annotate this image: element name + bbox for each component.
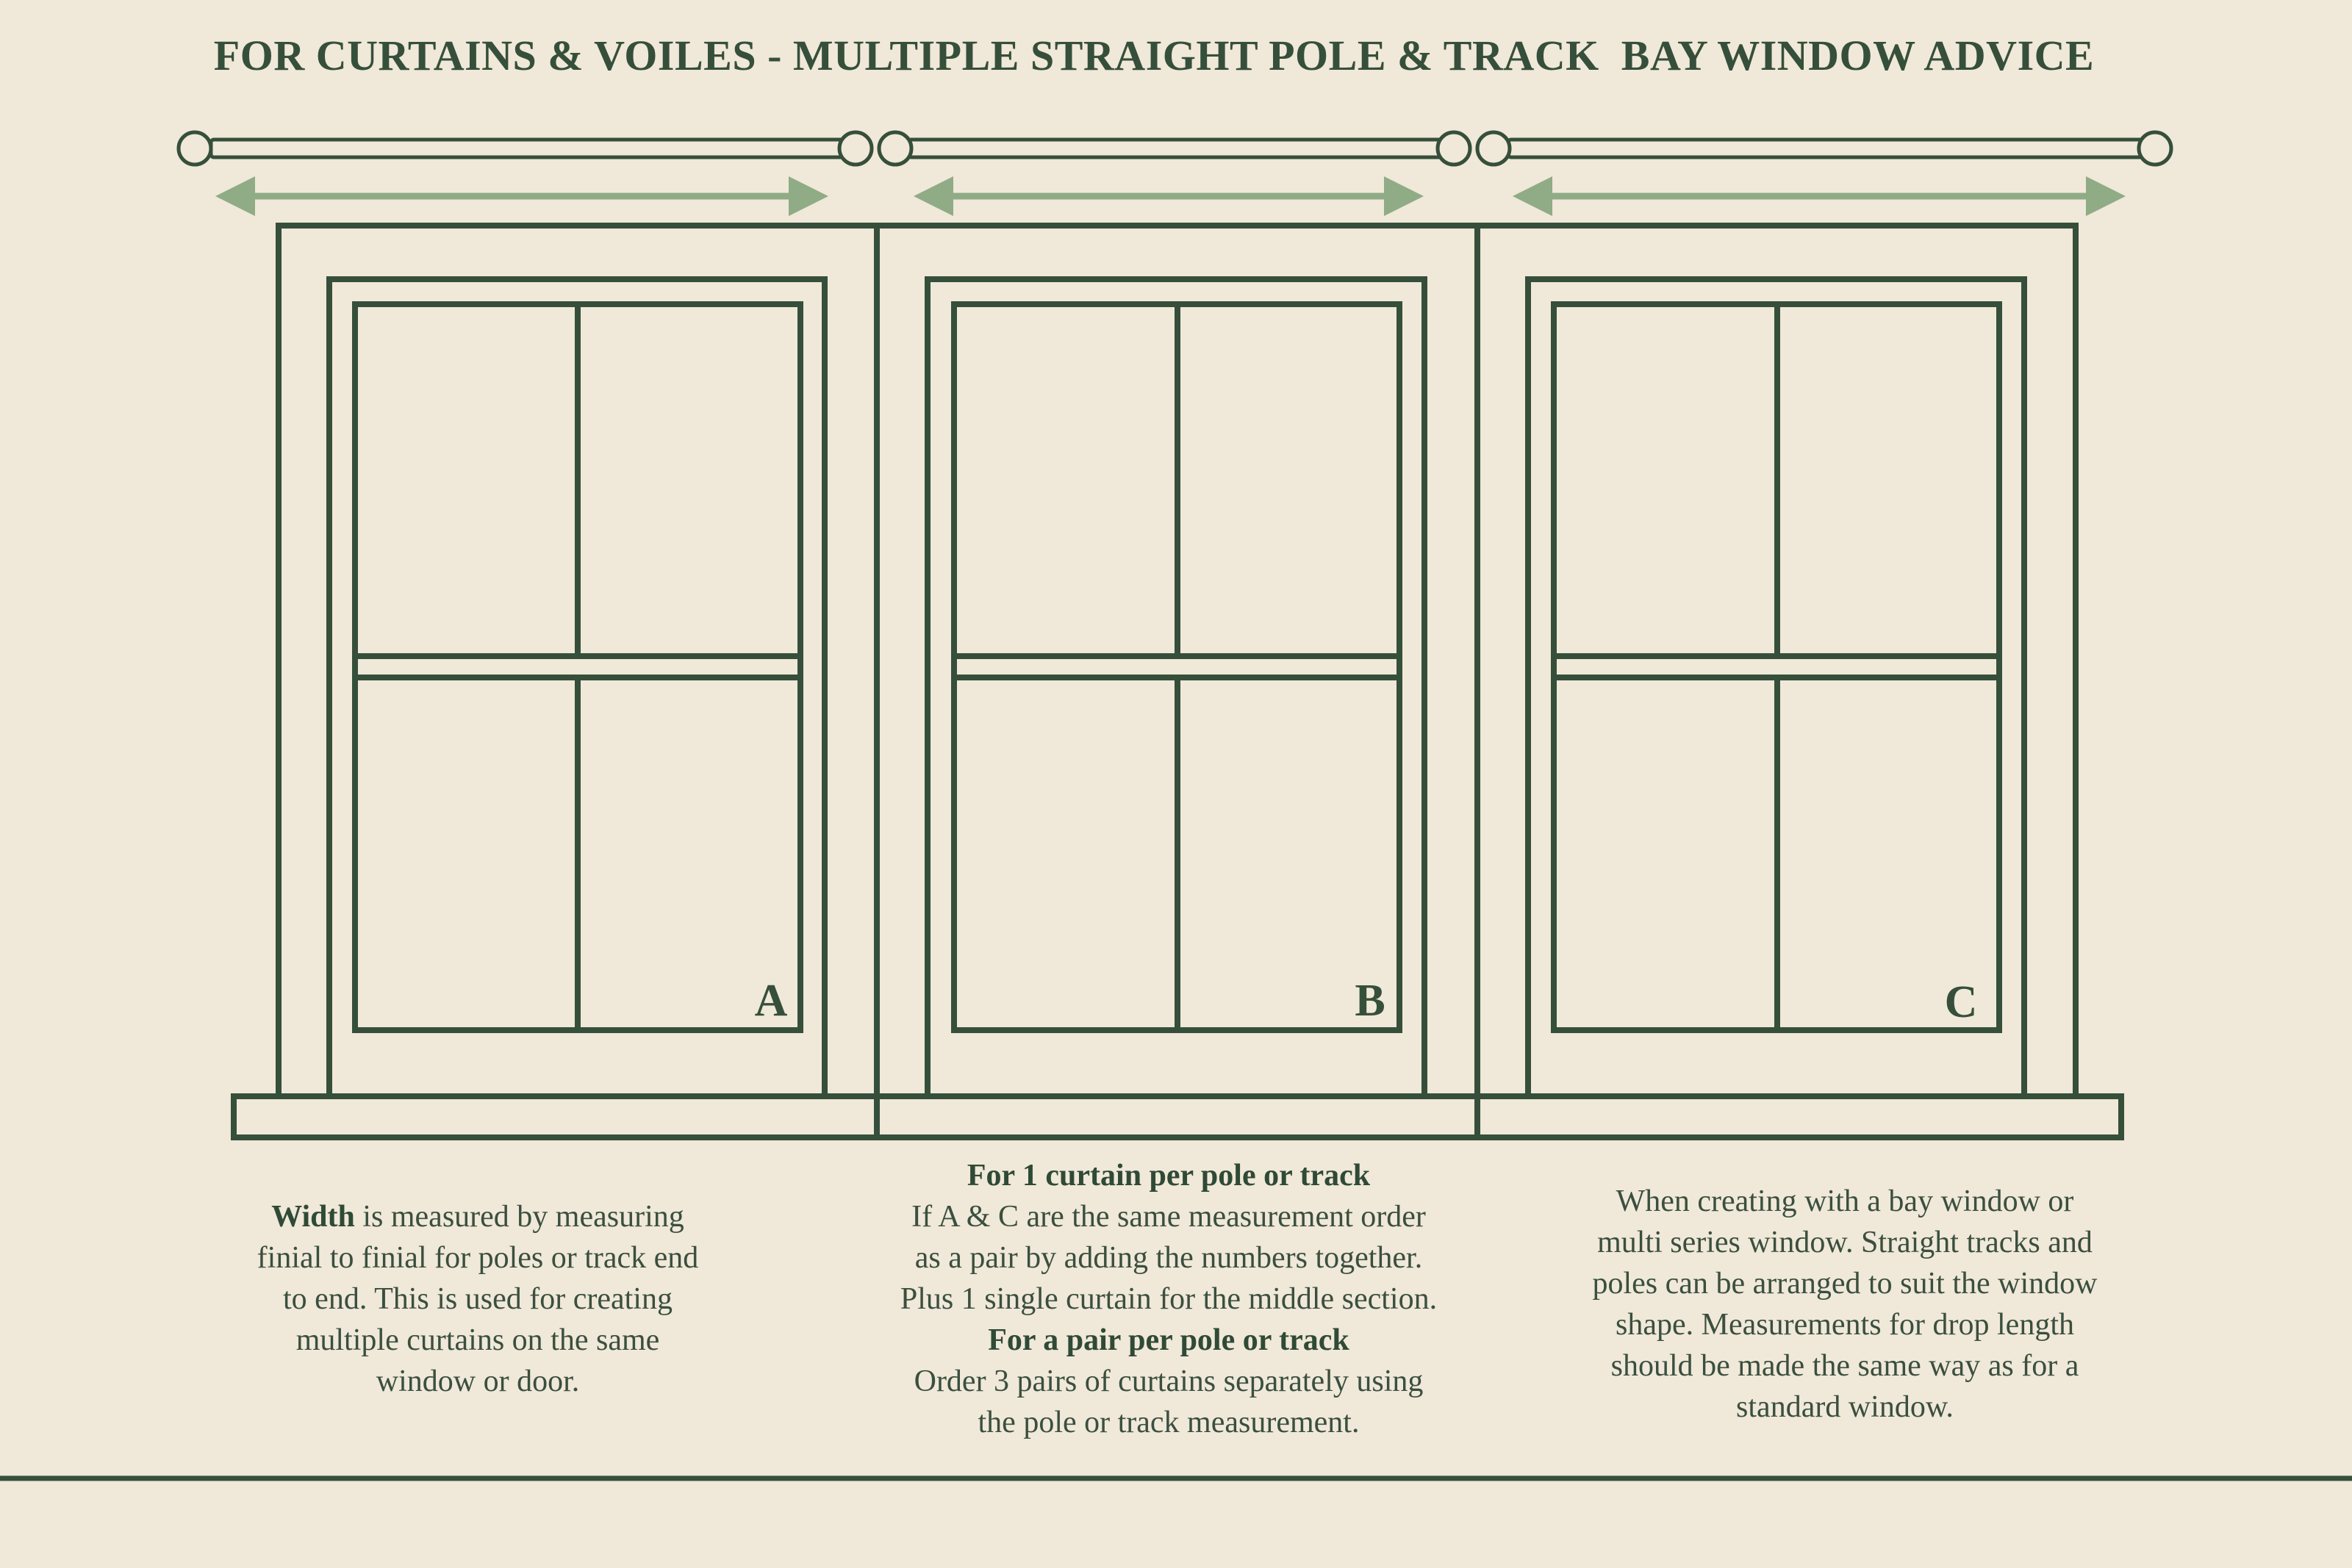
window-a bbox=[329, 279, 825, 1096]
width-bold-word: Width bbox=[271, 1200, 355, 1234]
window-label-b: B bbox=[1355, 976, 1385, 1026]
curtain-pole-a bbox=[179, 132, 872, 165]
window-c bbox=[1528, 279, 2024, 1096]
curtain-pole-b bbox=[879, 132, 1470, 165]
page-title: FOR CURTAINS & VOILES - MULTIPLE STRAIGHT POLE & TRACK BAY WINDOW ADVICE bbox=[213, 32, 2095, 79]
window-b bbox=[928, 279, 1424, 1096]
window-label-a: A bbox=[754, 976, 788, 1026]
window-sill bbox=[234, 1096, 2121, 1137]
caption-heading: For 1 curtain per pole or track bbox=[967, 1159, 1371, 1193]
curtain-pole-c bbox=[1477, 132, 2171, 165]
ordering-caption: For 1 curtain per pole or track If A & C are the same measurement order as a pair by adding the numbers together. Plus 1 single curtain for the middle section. For a pair per pole or track Order 3 pairs of curtains separately using the pole or track measurement. bbox=[900, 1159, 1438, 1439]
window-label-c: C bbox=[1944, 977, 1978, 1027]
width-caption: Width is measured by measuring finial to finial for poles or track end to end. This is used for creating multiple curtains on the same window or door. bbox=[257, 1200, 699, 1398]
bay-window-caption: When creating with a bay window or multi series window. Straight tracks and poles can be arranged to suit the window shape. Measurements for drop length should be made the same way as for a standard window. bbox=[1592, 1184, 2098, 1424]
caption-heading: For a pair per pole or track bbox=[988, 1323, 1349, 1357]
